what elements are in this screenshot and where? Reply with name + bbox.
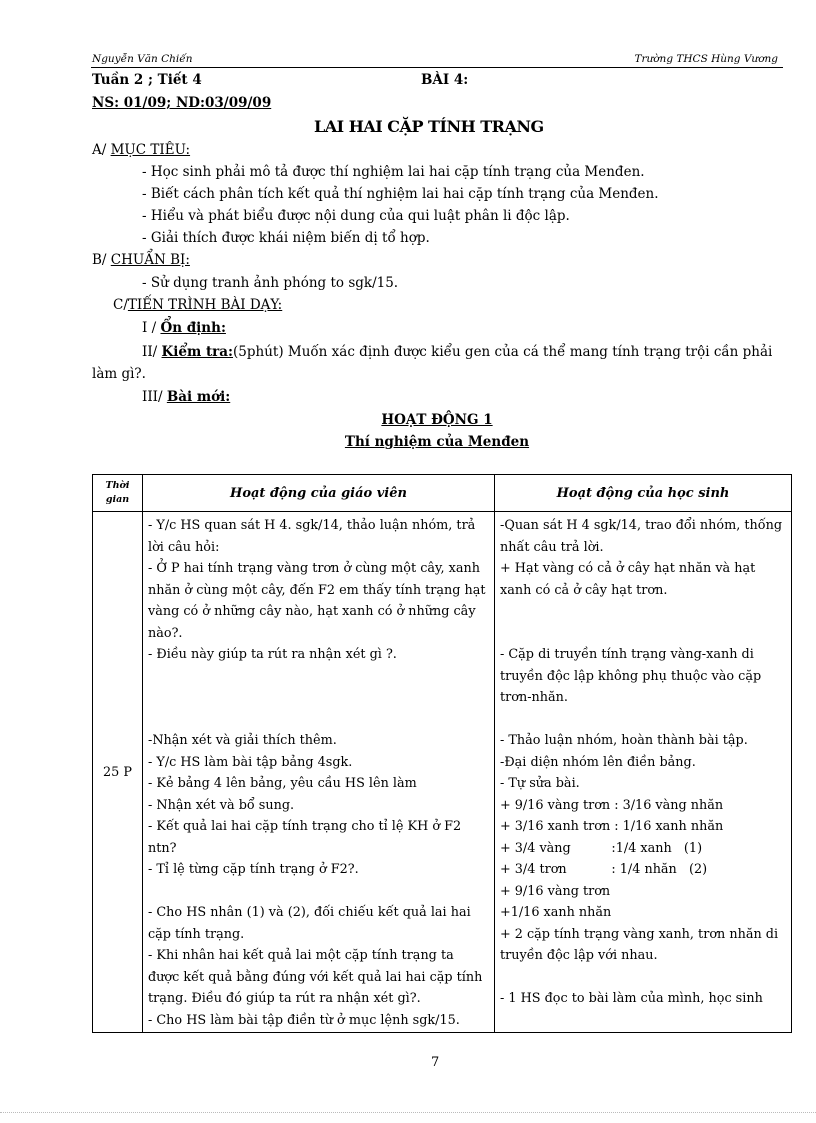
teacher-line: - Khi nhân hai kết quả lai một cặp tính trạng ta được kết quả bằng đúng với kết quả lai hai cặp tính trạng. Điều đó giúp ta rút ra nhận xét gì?.: [148, 948, 483, 1006]
header-teacher: Hoạt động của giáo viên: [143, 475, 495, 512]
header-author: Nguyễn Văn Chiến: [92, 53, 193, 65]
student-line: - Tự sửa bài.: [500, 776, 580, 791]
lesson-number: BÀI 4:: [421, 72, 469, 88]
section-c-heading: C/TIẾN TRÌNH BÀI DẠY:: [113, 297, 283, 313]
step-stabilize: I / Ổn định:: [142, 320, 226, 336]
teacher-line: - Cho HS nhân (1) và (2), đối chiếu kết quả lai hai cặp tính trạng.: [148, 905, 471, 942]
lesson-dates: NS: 01/09; ND:03/09/09: [92, 95, 272, 111]
page-number: 7: [431, 1055, 440, 1070]
student-cell: [495, 512, 792, 1033]
teacher-line: -Nhận xét và giải thích thêm.: [148, 733, 337, 748]
activity-subtitle: Thí nghiệm của Menđen: [344, 434, 530, 450]
teacher-line: - Nhận xét và bổ sung.: [148, 797, 295, 813]
teacher-line: - Y/c HS làm bài tập bảng 4sgk.: [148, 754, 353, 770]
student-line: -Đại diện nhóm lên điền bảng.: [500, 754, 696, 770]
student-line: + 2 cặp tính trạng vàng xanh, trơn nhăn di truyền độc lập với nhau.: [500, 926, 779, 963]
student-line: + 3/4 vàng :1/4 xanh (1): [500, 840, 703, 856]
student-line: -Quan sát H 4 sgk/14, trao đổi nhóm, thống nhất câu trả lời.: [500, 518, 783, 555]
teacher-line: - Kẻ bảng 4 lên bảng, yêu cầu HS lên làm: [148, 776, 417, 791]
header-time: Thời gian: [93, 475, 143, 512]
step-check: II/ Kiểm tra:(5phút) Muốn xác định được kiểu gen của cá thể mang tính trạng trội cần phải: [142, 344, 773, 360]
student-line: - Cặp di truyền tính trạng vàng-xanh di truyền độc lập không phụ thuộc vào cặp trơn-nhăn.: [500, 647, 762, 705]
student-line: + Hạt vàng có cả ở cây hạt nhăn và hạt xanh có cả ở cây hạt trơn.: [500, 561, 756, 598]
teacher-line: - Ở P hai tính trạng vàng trơn ở cùng một cây, xanh nhăn ở cùng một cây, đến F2 em thấy tính trạng hạt vàng có ở những cây nào, hạt xanh có ở những cây nào?.: [148, 561, 486, 641]
student-line: + 9/16 vàng trơn: [500, 883, 611, 899]
student-line: + 9/16 vàng trơn : 3/16 vàng nhăn: [500, 797, 724, 813]
student-line: + 3/16 xanh trơn : 1/16 xanh nhăn: [500, 819, 724, 834]
student-line: +1/16 xanh nhăn: [500, 905, 612, 920]
header-rule: [91, 67, 783, 68]
objective-item: - Hiểu và phát biểu được nội dung của qui luật phân li độc lập.: [142, 208, 570, 224]
activity-title: HOẠT ĐỘNG 1: [381, 412, 493, 428]
footer-rule: [0, 1112, 816, 1113]
teacher-line: - Tỉ lệ từng cặp tính trạng ở F2?.: [148, 862, 359, 877]
objective-item: - Giải thích được khái niệm biến dị tổ hợp.: [142, 230, 430, 246]
table-row: [93, 512, 792, 1033]
step-check-cont: làm gì?.: [92, 366, 146, 382]
teacher-line: - Y/c HS quan sát H 4. sgk/14, thảo luận nhóm, trả lời câu hỏi:: [148, 518, 476, 555]
section-a-heading: A/ MỤC TIÊU:: [92, 142, 191, 158]
objective-item: - Học sinh phải mô tả được thí nghiệm lai hai cặp tính trạng của Menđen.: [142, 164, 645, 180]
objective-item: - Biết cách phân tích kết quả thí nghiệm lai hai cặp tính trạng của Menđen.: [142, 186, 659, 202]
student-line: - 1 HS đọc to bài làm của mình, học sinh: [500, 991, 763, 1006]
step-new-lesson: III/ Bài mới:: [142, 389, 231, 405]
teacher-line: - Cho HS làm bài tập điền từ ở mục lệnh sgk/15.: [148, 1012, 460, 1028]
teacher-line: - Kết quả lai hai cặp tính trạng cho tỉ lệ KH ở F2 ntn?: [148, 819, 462, 856]
time-cell: 25 P: [93, 512, 143, 1033]
activity-table: [92, 474, 792, 1033]
table-header-row: [93, 475, 792, 512]
week-lesson: Tuần 2 ; Tiết 4: [92, 72, 202, 88]
student-line: + 3/4 trơn : 1/4 nhăn (2): [500, 862, 708, 877]
header-student: Hoạt động của học sinh: [495, 475, 792, 512]
preparation-item: - Sử dụng tranh ảnh phóng to sgk/15.: [142, 275, 399, 291]
page-title: LAI HAI CẶP TÍNH TRẠNG: [314, 117, 544, 136]
header-school: Trường THCS Hùng Vương: [634, 53, 778, 65]
student-line: - Thảo luận nhóm, hoàn thành bài tập.: [500, 733, 748, 748]
section-b-heading: B/ CHUẨN BỊ:: [92, 252, 190, 268]
teacher-cell: [143, 512, 495, 1033]
teacher-line: - Điều này giúp ta rút ra nhận xét gì ?.: [148, 647, 397, 662]
